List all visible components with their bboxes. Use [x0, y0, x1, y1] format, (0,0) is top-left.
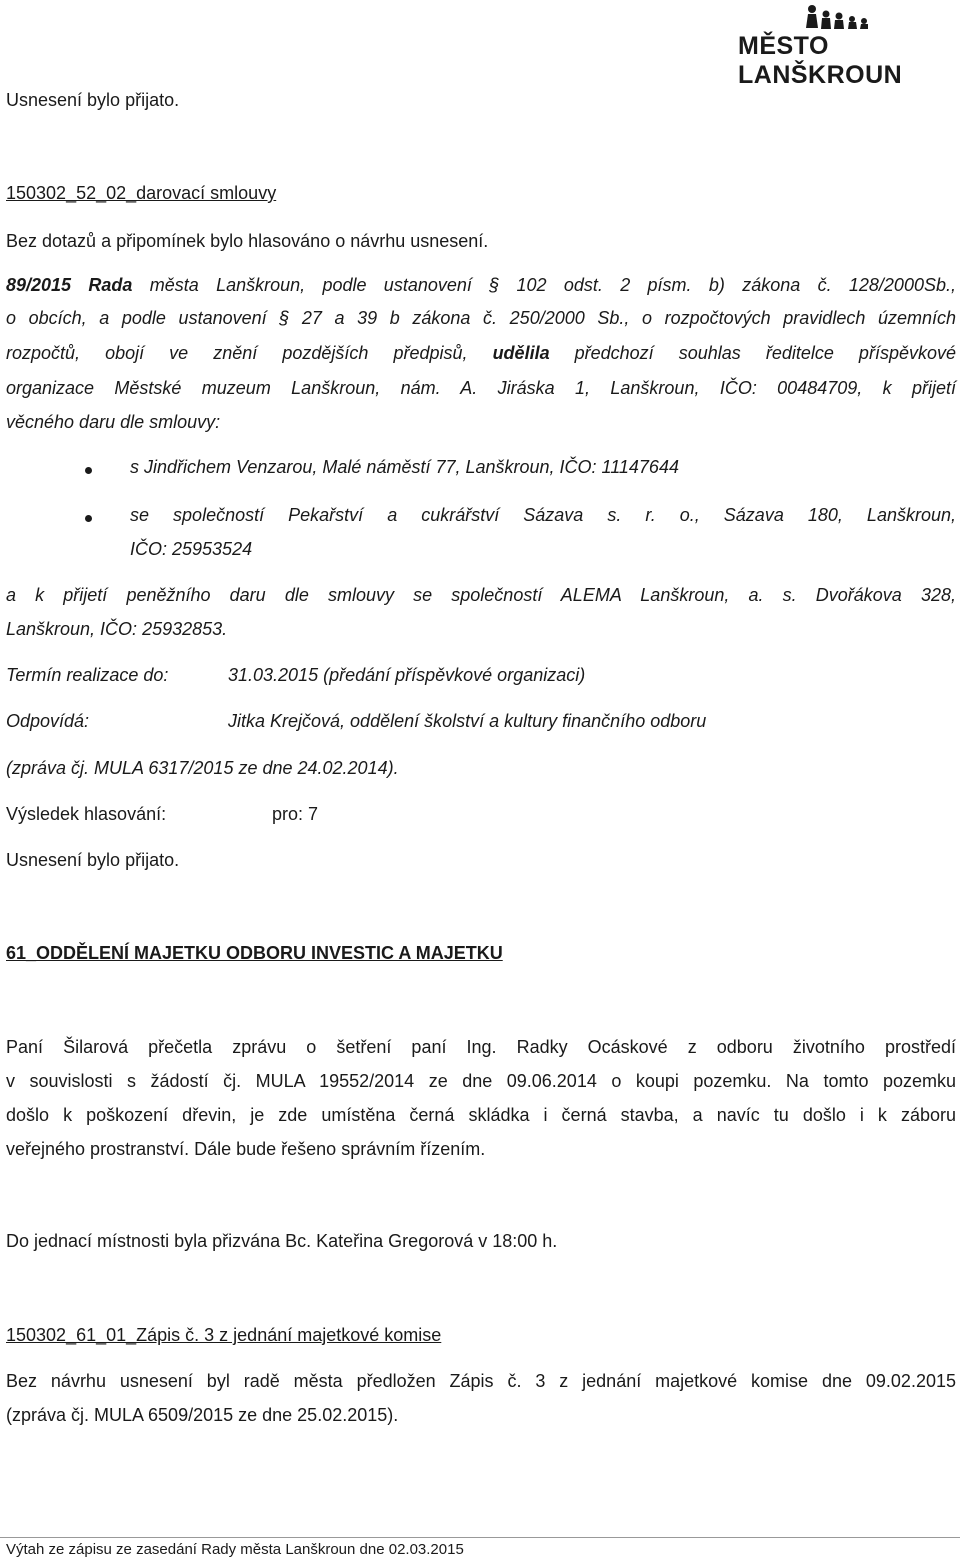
resolution-line-5: věcného daru dle smlouvy:	[6, 412, 221, 432]
resolution-line-4: organizace Městské muzeum Lanškroun, nám. A. Jiráska 1, Lanškroun, IČO: 00484709, k přijetí	[6, 378, 956, 398]
footer-divider	[0, 1537, 960, 1538]
responsible-value: Jitka Krejčová, oddělení školství a kultury finančního odboru	[228, 711, 707, 731]
vote-value: pro: 7	[272, 804, 319, 824]
section-heading: 61_ODDĚLENÍ MAJETKU ODBORU INVESTIC A MAJETKU	[6, 943, 503, 963]
bullet-icon	[85, 467, 92, 474]
resolution-line-2: o obcích, a podle ustanovení § 27 a 39 b zákona č. 250/2000 Sb., o rozpočtových pravidlech územních	[6, 308, 956, 328]
item-title-zapis: 150302_61_01_Zápis č. 3 z jednání majetkové komise	[6, 1325, 442, 1345]
vote-label: Výsledek hlasování:	[6, 804, 167, 824]
page-footer: Výtah ze zápisu ze zasedání Rady města Lanškroun dne 02.03.2015	[6, 1541, 464, 1558]
resolution-accepted-1: Usnesení bylo přijato.	[6, 90, 180, 110]
resolution-accepted-2: Usnesení bylo přijato.	[6, 850, 180, 870]
list-item: s Jindřichem Venzarou, Malé náměstí 77, Lanškroun, IČO: 11147644	[130, 457, 679, 477]
logo-text: MĚSTO LANŠKROUN	[738, 32, 903, 89]
paragraph-line: v souvislosti s žádostí čj. MULA 19552/2014 ze dne 09.06.2014 o koupi pozemku. Na tomto pozemku	[6, 1071, 956, 1091]
list-item: se společností Pekařství a cukrářství Sázava s. r. o., Sázava 180, Lanškroun,	[130, 505, 956, 525]
item-title-darovaci-smlouvy: 150302_52_02_darovací smlouvy	[6, 183, 277, 203]
paragraph-line: (zpráva čj. MULA 6509/2015 ze dne 25.02.2015).	[6, 1405, 399, 1425]
invited-note: Do jednací místnosti byla přizvána Bc. Kateřina Gregorová v 18:00 h.	[6, 1231, 558, 1251]
list-item-cont: IČO: 25953524	[130, 539, 253, 559]
paragraph-line: veřejného prostranství. Dále bude řešeno správním řízením.	[6, 1139, 486, 1159]
mesto-lanskroun-logo	[738, 2, 958, 89]
money-gift-line-1: a k přijetí peněžního daru dle smlouvy se společností ALEMA Lanškroun, a. s. Dvořákova 328,	[6, 585, 956, 605]
responsible-label: Odpovídá:	[6, 711, 90, 731]
paragraph-line: Paní Šilarová přečetla zprávu o šetření paní Ing. Radky Ocáskové z odboru životního prostředí	[6, 1037, 956, 1057]
paragraph-line: Bez návrhu usnesení byl radě města předložen Zápis č. 3 z jednání majetkové komise dne 09.02.2015	[6, 1371, 956, 1391]
report-ref: (zpráva čj. MULA 6317/2015 ze dne 24.02.2014).	[6, 758, 399, 778]
money-gift-line-2: Lanškroun, IČO: 25932853.	[6, 619, 228, 639]
term-label: Termín realizace do:	[6, 665, 169, 685]
term-value: 31.03.2015 (předání příspěvkové organizaci)	[228, 665, 586, 685]
verb-udelila: udělila	[492, 343, 550, 363]
paragraph-line: došlo k poškození dřevin, je zde umístěna černá skládka i černá stavba, a navíc tu došlo i k záboru	[6, 1105, 956, 1125]
no-questions-note: Bez dotazů a připomínek bylo hlasováno o návrhu usnesení.	[6, 231, 489, 251]
bullet-icon	[85, 515, 92, 522]
resolution-line-1: 89/2015 Rada města Lanškroun, podle ustanovení § 102 odst. 2 písm. b) zákona č. 128/2000Sb.,	[6, 275, 956, 295]
resolution-number: 89/2015 Rada	[6, 275, 133, 295]
resolution-line-3: rozpočtů, obojí ve znění pozdějších předpisů, udělila předchozí souhlas ředitelce příspěvkové	[6, 343, 956, 363]
